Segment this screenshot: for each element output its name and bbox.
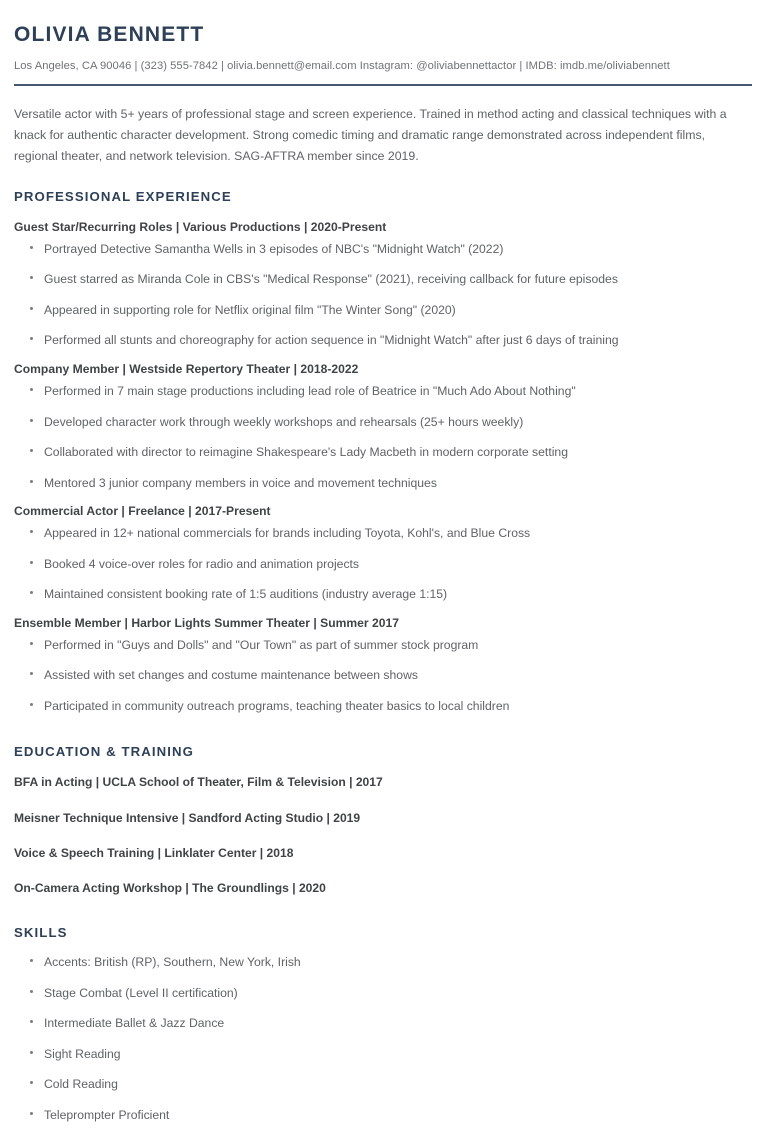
skill-item-text: Teleprompter Proficient — [44, 1107, 170, 1122]
experience-bullet-item — [14, 667, 752, 683]
bullet-dot-icon — [30, 959, 33, 962]
experience-entry-heading: Commercial Actor | Freelance | 2017-Present — [14, 503, 271, 518]
bullet-dot-icon — [30, 1020, 33, 1023]
education-item: Voice & Speech Training | Linklater Center | 2018 — [14, 845, 294, 860]
experience-bullet-item — [14, 525, 752, 541]
experience-bullet-text: Portrayed Detective Samantha Wells in 3 episodes of NBC's "Midnight Watch" (2022) — [44, 241, 504, 256]
experience-bullet-list — [14, 241, 752, 349]
bullet-dot-icon — [30, 276, 33, 279]
contact-info-line: Los Angeles, CA 90046 | (323) 555-7842 | olivia.bennett@email.com Instagram: @oliviabennettactor | IMDB: imdb.me/oliviabennett — [14, 60, 670, 73]
skill-item — [14, 954, 752, 970]
skill-item — [14, 1015, 752, 1031]
education-item-list — [14, 774, 752, 896]
bullet-dot-icon — [30, 642, 33, 645]
education-item: On-Camera Acting Workshop | The Groundlings | 2020 — [14, 881, 326, 896]
experience-entry-list — [14, 219, 752, 715]
skill-item-text: Intermediate Ballet & Jazz Dance — [44, 1016, 225, 1031]
experience-bullet-item — [14, 475, 752, 491]
experience-bullet-item — [14, 637, 752, 653]
experience-bullet-list — [14, 525, 752, 602]
bullet-dot-icon — [30, 1081, 33, 1084]
education-item: Meisner Technique Intensive | Sandford Acting Studio | 2019 — [14, 810, 361, 825]
experience-entry-heading: Ensemble Member | Harbor Lights Summer Theater | Summer 2017 — [14, 615, 400, 630]
experience-bullet-item — [14, 302, 752, 318]
bullet-dot-icon — [30, 337, 33, 340]
experience-bullet-item — [14, 556, 752, 572]
bullet-dot-icon — [30, 1051, 33, 1054]
section-skills — [14, 925, 752, 1124]
experience-bullet-item — [14, 698, 752, 714]
bullet-dot-icon — [30, 307, 33, 310]
experience-bullet-text: Collaborated with director to reimagine Shakespeare's Lady Macbeth in modern corporate setting — [44, 445, 568, 460]
skill-item — [14, 1046, 752, 1062]
resume-header — [14, 22, 752, 86]
experience-entry — [14, 219, 752, 349]
skill-item-text: Sight Reading — [44, 1046, 121, 1061]
skill-item-text: Cold Reading — [44, 1077, 118, 1092]
bullet-dot-icon — [30, 480, 33, 483]
experience-bullet-text: Appeared in supporting role for Netflix original film "The Winter Song" (2020) — [44, 302, 456, 317]
experience-entry — [14, 361, 752, 491]
experience-bullet-text: Assisted with set changes and costume maintenance between shows — [44, 668, 418, 683]
section-title-experience: PROFESSIONAL EXPERIENCE — [14, 188, 232, 204]
bullet-dot-icon — [30, 990, 33, 993]
experience-entry-heading: Guest Star/Recurring Roles | Various Productions | 2020-Present — [14, 219, 387, 234]
section-title-education: EDUCATION & TRAINING — [14, 744, 194, 760]
experience-bullet-item — [14, 241, 752, 257]
experience-bullet-text: Performed in 7 main stage productions including lead role of Beatrice in "Much Ado About Nothing" — [44, 384, 576, 399]
bullet-dot-icon — [30, 530, 33, 533]
bullet-dot-icon — [30, 246, 33, 249]
experience-bullet-item — [14, 271, 752, 287]
experience-entry — [14, 615, 752, 715]
header-divider — [14, 84, 752, 86]
experience-bullet-text: Appeared in 12+ national commercials for brands including Toyota, Kohl's, and Blue Cross — [44, 526, 531, 541]
experience-entry-heading: Company Member | Westside Repertory Theater | 2018-2022 — [14, 361, 359, 376]
experience-bullet-item — [14, 586, 752, 602]
experience-bullet-item — [14, 444, 752, 460]
bullet-dot-icon — [30, 419, 33, 422]
bullet-dot-icon — [30, 388, 33, 391]
experience-bullet-item — [14, 383, 752, 399]
experience-bullet-text: Mentored 3 junior company members in voice and movement techniques — [44, 475, 437, 490]
experience-bullet-list — [14, 637, 752, 714]
skills-list — [14, 954, 752, 1123]
section-title-skills: SKILLS — [14, 924, 68, 940]
education-item: BFA in Acting | UCLA School of Theater, Film & Television | 2017 — [14, 775, 383, 790]
experience-bullet-text: Participated in community outreach programs, teaching theater basics to local children — [44, 698, 510, 713]
experience-bullet-text: Booked 4 voice-over roles for radio and animation projects — [44, 556, 360, 571]
skill-item — [14, 985, 752, 1001]
skill-item — [14, 1076, 752, 1092]
skill-item — [14, 1107, 752, 1123]
skill-item-text: Accents: British (RP), Southern, New York, Irish — [44, 955, 301, 970]
skill-item-text: Stage Combat (Level II certification) — [44, 985, 238, 1000]
experience-bullet-item — [14, 414, 752, 430]
section-education-training — [14, 744, 752, 896]
candidate-name: OLIVIA BENNETT — [14, 23, 205, 46]
bullet-dot-icon — [30, 561, 33, 564]
experience-bullet-text: Performed all stunts and choreography for action sequence in "Midnight Watch" after just 6 days of training — [44, 333, 619, 348]
bullet-dot-icon — [30, 1112, 33, 1115]
professional-summary: Versatile actor with 5+ years of professional stage and screen experience. Trained in method acting and classical techniques with a knack for authentic character development. Strong comedic timing and dramatic range demonstrated across independent films, regional theater, and network television. SAG-AFTRA member since 2019. — [14, 106, 727, 163]
section-professional-experience — [14, 189, 752, 715]
experience-bullet-list — [14, 383, 752, 491]
experience-bullet-text: Maintained consistent booking rate of 1:5 auditions (industry average 1:15) — [44, 587, 448, 602]
experience-bullet-text: Developed character work through weekly workshops and rehearsals (25+ hours weekly) — [44, 414, 524, 429]
bullet-dot-icon — [30, 591, 33, 594]
experience-bullet-text: Performed in "Guys and Dolls" and "Our Town" as part of summer stock program — [44, 638, 479, 652]
experience-bullet-item — [14, 332, 752, 348]
bullet-dot-icon — [30, 672, 33, 675]
bullet-dot-icon — [30, 703, 33, 706]
experience-entry — [14, 503, 752, 603]
experience-bullet-text: Guest starred as Miranda Cole in CBS's "Medical Response" (2021), receiving callback for future episodes — [44, 272, 618, 287]
bullet-dot-icon — [30, 449, 33, 452]
